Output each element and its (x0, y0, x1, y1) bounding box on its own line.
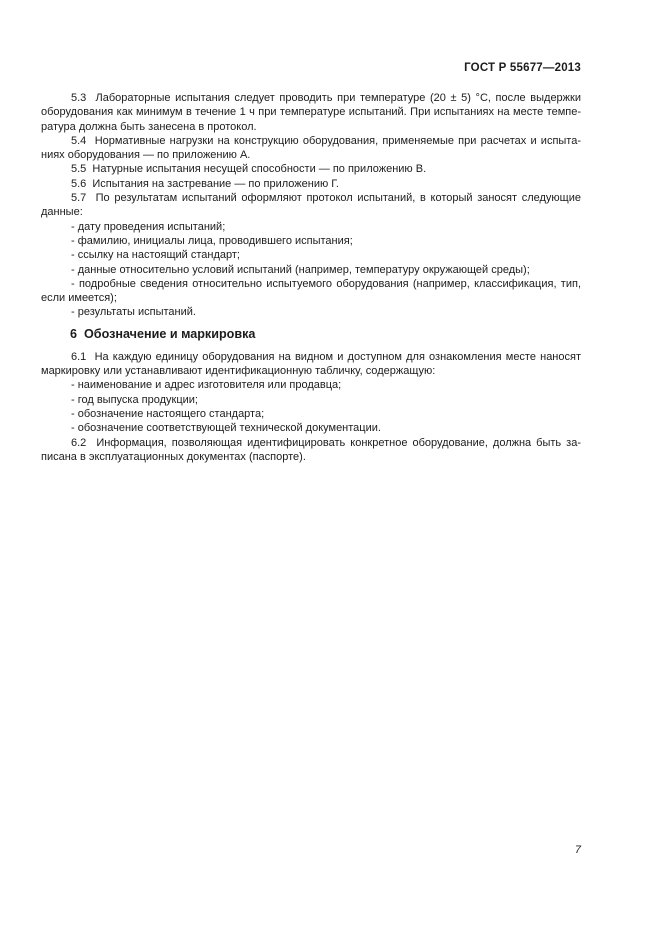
page-content (41, 61, 581, 464)
para-6-2-line-1: 6.2 Информация, позволяющая идентифицировать конкретное оборудование, должна быть за- (71, 436, 581, 449)
list-item-test-results: - результаты испытаний. (71, 306, 196, 319)
running-header-doc-code: ГОСТ Р 55677—2013 (464, 62, 581, 74)
para-6-2-line-2: писана в эксплуатационных документах (паспорте). (41, 450, 306, 463)
list-item-test-date: - дату проведения испытаний; (71, 220, 226, 233)
para-5-4-line-1: 5.4 Нормативные нагрузки на конструкцию оборудования, применяемые при расчетах и испыта- (71, 134, 581, 147)
list-item-test-conditions: - данные относительно условий испытаний (например, температуру окружающей среды); (71, 263, 530, 276)
list-item-equipment-details-line-1: - подробные сведения относительно испытуемого оборудования (например, классификация, тип, (71, 277, 581, 290)
para-5-7-line-2: данные: (41, 206, 83, 219)
section-6-heading: 6 Обозначение и маркировка (70, 326, 256, 341)
list-item-production-year: - год выпуска продукции; (71, 393, 198, 406)
list-item-tech-documentation: - обозначение соответствующей технической документации. (71, 422, 381, 435)
para-5-3-line-3: ратура должна быть занесена в протокол. (41, 120, 257, 133)
para-5-4-line-2: ниях оборудования — по приложению А. (41, 149, 251, 162)
para-5-3-line-2: оборудования как минимум в течение 1 ч при температуре испытаний. При испытаниях на месте темпе- (41, 106, 581, 119)
para-5-6: 5.6 Испытания на застревание — по приложению Г. (71, 177, 339, 190)
list-item-standard-ref: - ссылку на настоящий стандарт; (71, 249, 240, 262)
list-item-standard-designation: - обозначение настоящего стандарта; (71, 407, 265, 420)
para-6-1-line-2: маркировку или устанавливают идентификационную табличку, содержащую: (41, 365, 436, 378)
para-6-1-line-1: 6.1 На каждую единицу оборудования на видном и доступном для ознакомления месте наносят (71, 350, 581, 363)
para-5-3-line-1: 5.3 Лабораторные испытания следует проводить при температуре (20 ± 5) °С, после выдержки (71, 92, 581, 104)
page-number: 7 (574, 844, 581, 856)
para-5-7-line-1: 5.7 По результатам испытаний оформляют протокол испытаний, в который заносят следующие (71, 192, 581, 205)
list-item-tester-name: - фамилию, инициалы лица, проводившего испытания; (71, 234, 353, 247)
para-5-5: 5.5 Натурные испытания несущей способности — по приложению В. (71, 163, 427, 176)
list-item-manufacturer-address: - наименование и адрес изготовителя или продавца; (71, 379, 342, 392)
list-item-equipment-details-line-2: если имеется); (41, 292, 117, 305)
